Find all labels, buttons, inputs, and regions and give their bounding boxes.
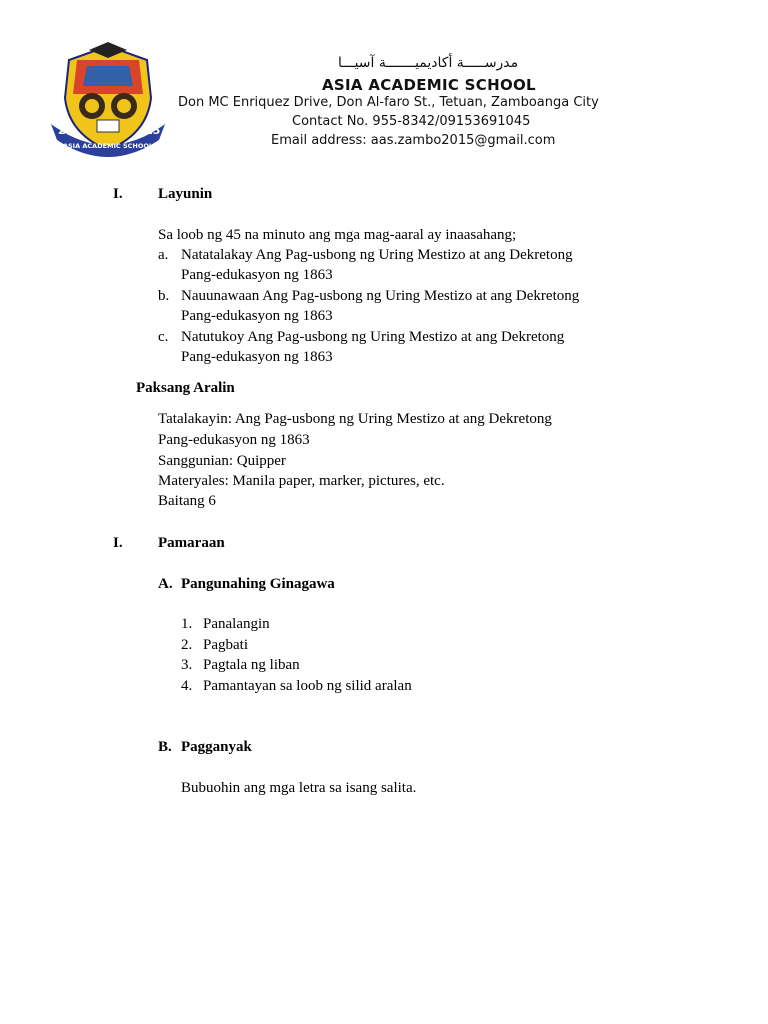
- section2-title: Paksang Aralin: [136, 380, 235, 396]
- objective-marker: a.: [158, 247, 169, 263]
- list-item: Panalangin: [203, 616, 270, 632]
- logo-right-number: 15: [145, 124, 161, 137]
- section3-title: Pamaraan: [158, 535, 225, 551]
- list-item-number: 4.: [181, 678, 193, 694]
- school-arabic-name: مدرســـــة أكاديميـــــــة آسيـــا: [338, 55, 519, 71]
- objective-line: Natatalakay Ang Pag-usbong ng Uring Mestizo at ang Dekretong: [181, 247, 573, 263]
- school-email: Email address: aas.zambo2015@gmail.com: [271, 133, 556, 148]
- logo-left-number: 20: [58, 124, 74, 137]
- section2-line: Baitang 6: [158, 493, 216, 509]
- list-item-number: 1.: [181, 616, 193, 632]
- logo-ribbon-text: ASIA ACADEMIC SCHOOL: [62, 142, 154, 150]
- list-item: Pagbati: [203, 637, 248, 653]
- school-contact: Contact No. 955-8342/09153691045: [292, 114, 531, 129]
- list-item-number: 3.: [181, 657, 193, 673]
- subsection-b-marker: B.: [158, 739, 172, 755]
- section2-line: Pang-edukasyon ng 1863: [158, 432, 310, 448]
- section2-line: Tatalakayin: Ang Pag-usbong ng Uring Mestizo at ang Dekretong: [158, 411, 552, 427]
- school-address: Don MC Enriquez Drive, Don Al-faro St., Tetuan, Zamboanga City: [178, 95, 599, 110]
- school-crest-icon: [47, 38, 169, 160]
- list-item: Pamantayan sa loob ng silid aralan: [203, 678, 412, 694]
- subsection-b-text: Bubuohin ang mga letra sa isang salita.: [181, 780, 417, 796]
- section2-line: Materyales: Manila paper, marker, pictures, etc.: [158, 473, 445, 489]
- section1-numeral: I.: [113, 186, 123, 202]
- list-item-number: 2.: [181, 637, 193, 653]
- section1-title: Layunin: [158, 186, 213, 202]
- subsection-b-title: Pagganyak: [181, 739, 252, 755]
- school-name: ASIA ACADEMIC SCHOOL: [322, 76, 536, 94]
- objective-marker: c.: [158, 329, 169, 345]
- subsection-a-marker: A.: [158, 576, 173, 592]
- subsection-a-title: Pangunahing Ginagawa: [181, 576, 335, 592]
- section2-line: Sanggunian: Quipper: [158, 453, 286, 469]
- objective-marker: b.: [158, 288, 170, 304]
- section3-numeral: I.: [113, 535, 123, 551]
- list-item: Pagtala ng liban: [203, 657, 300, 673]
- objective-line: Pang-edukasyon ng 1863: [181, 349, 333, 365]
- section1-intro: Sa loob ng 45 na minuto ang mga mag-aaral ay inaasahang;: [158, 227, 517, 243]
- objective-line: Pang-edukasyon ng 1863: [181, 308, 333, 324]
- objective-line: Natutukoy Ang Pag-usbong ng Uring Mestizo at ang Dekretong: [181, 329, 565, 345]
- objective-line: Nauunawaan Ang Pag-usbong ng Uring Mestizo at ang Dekretong: [181, 288, 580, 304]
- objective-line: Pang-edukasyon ng 1863: [181, 267, 333, 283]
